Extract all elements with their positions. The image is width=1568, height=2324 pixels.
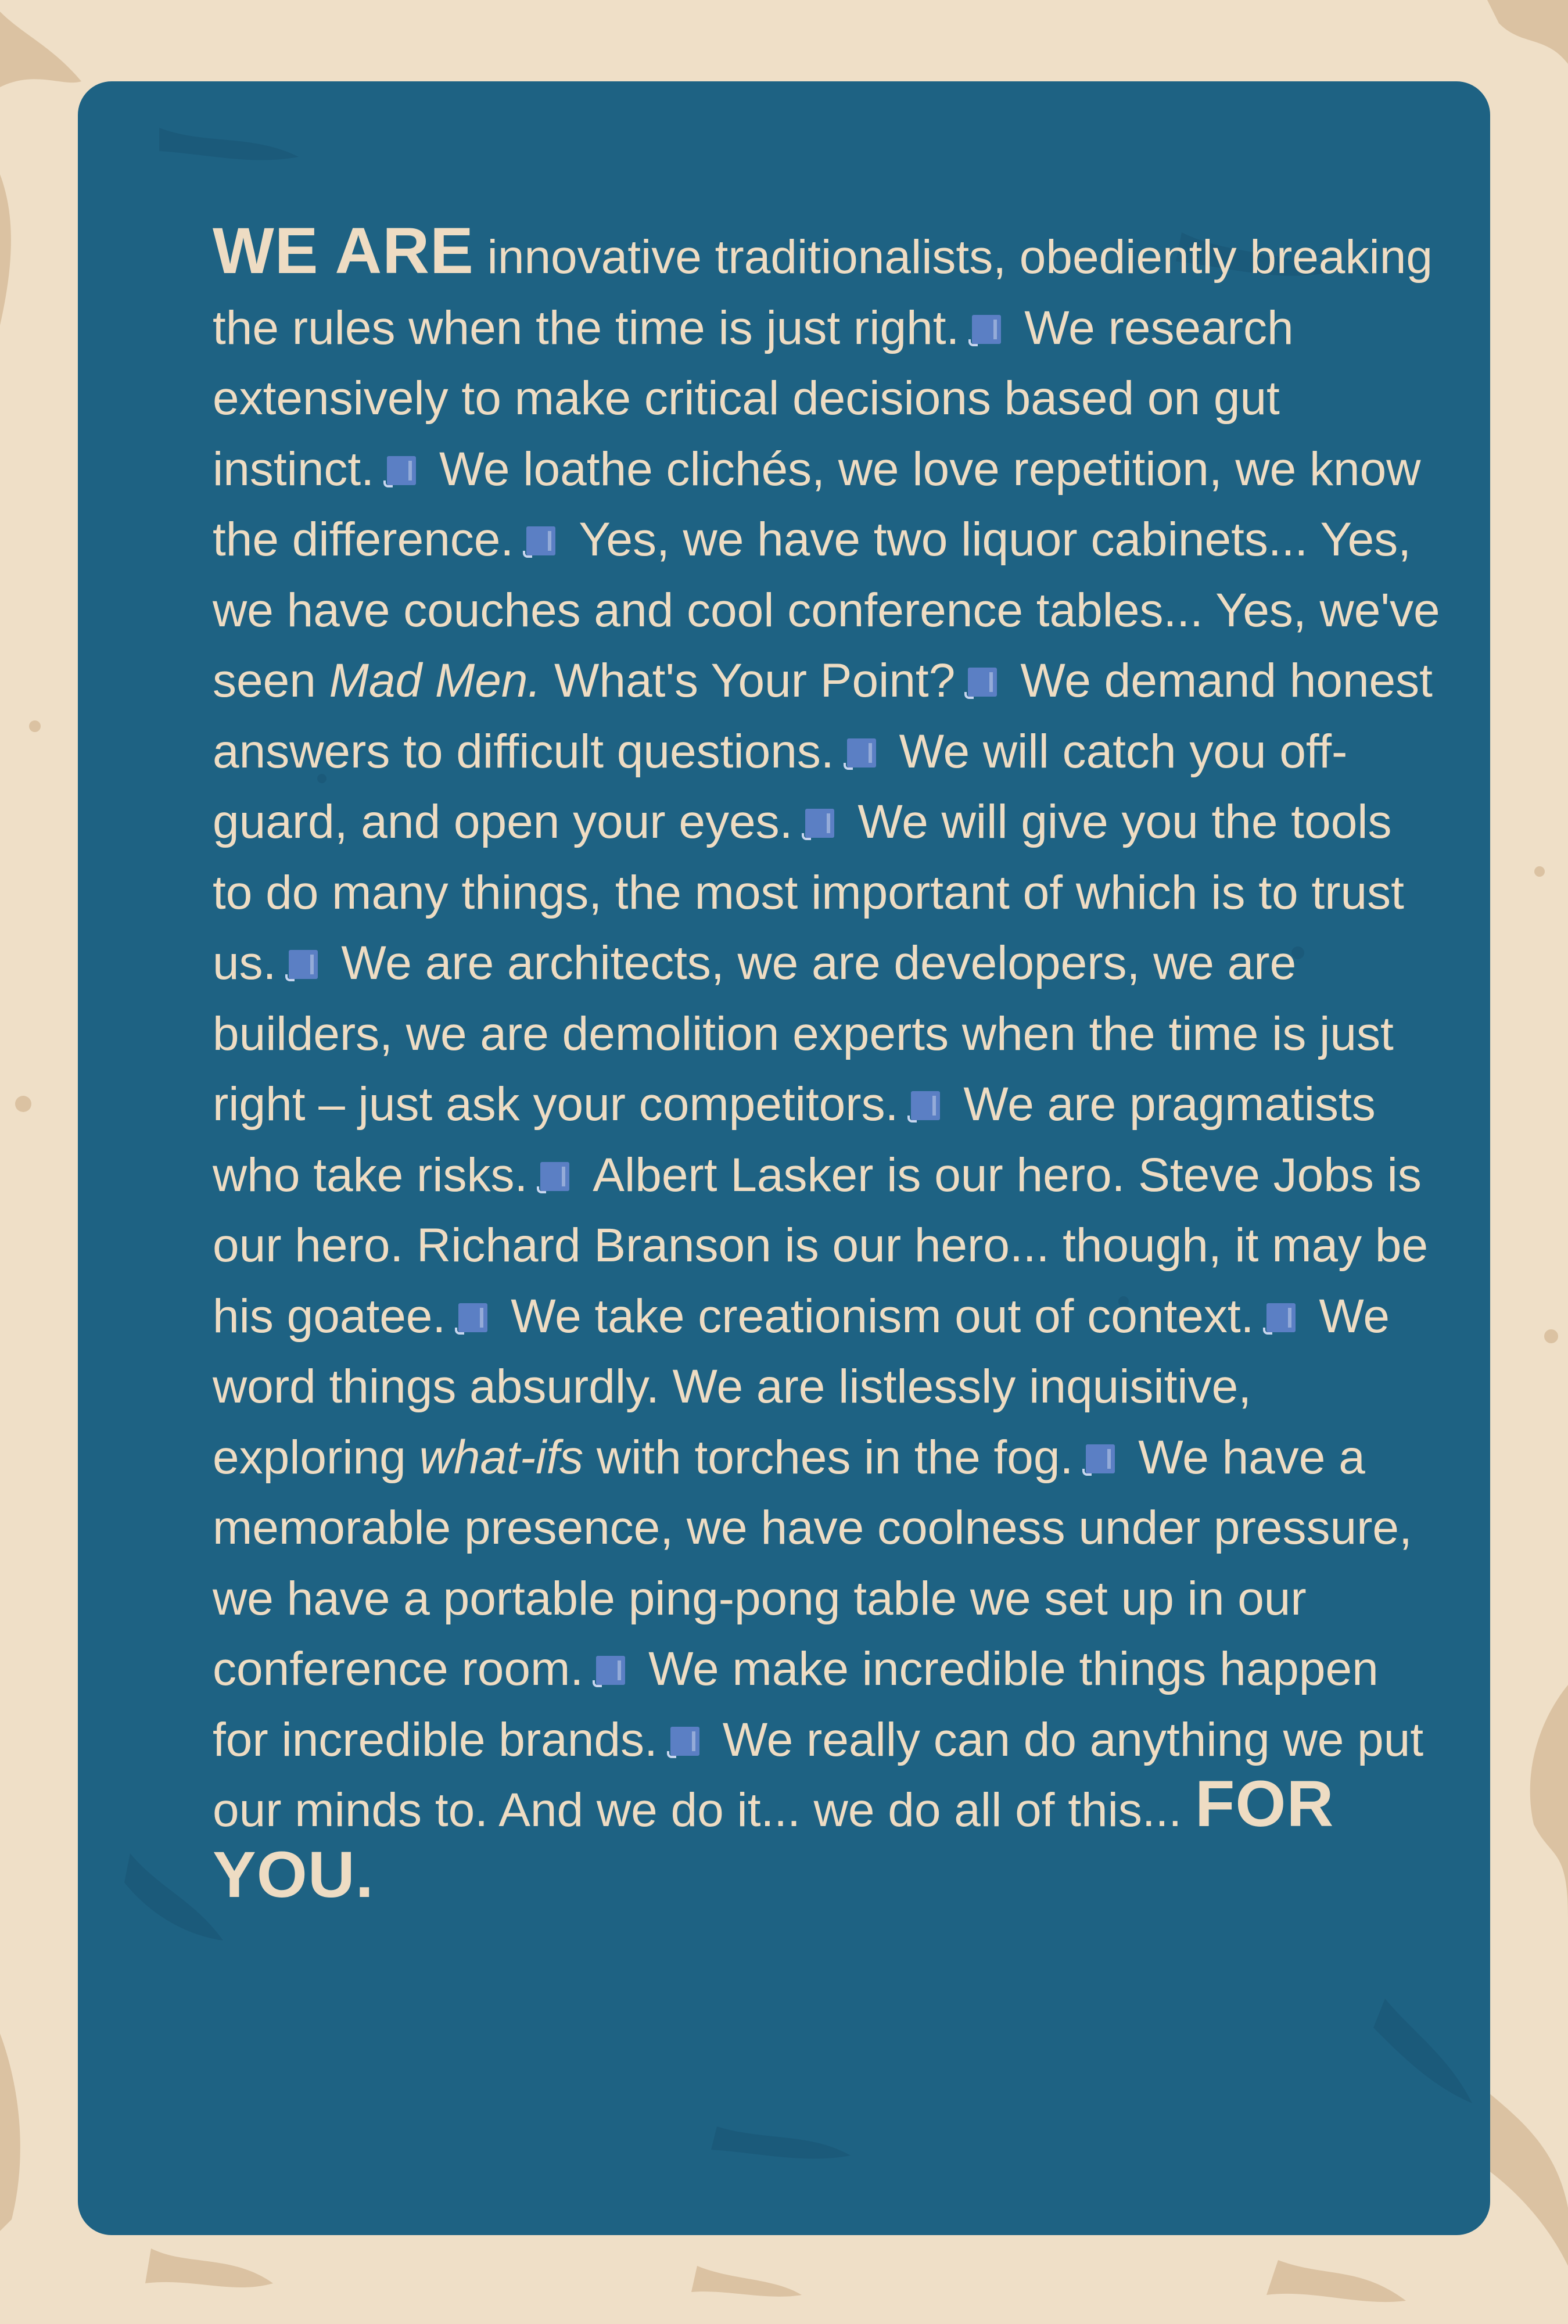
sentence-6: We will catch you off-guard, and open your eyes. [213,725,1348,848]
sentence-4: Yes, we have two liquor cabinets... Yes, we have couches and cool conference tables... Yes, we've seen [213,513,1440,707]
opening-headline: WE ARE [213,214,474,287]
blue-square-note-icon [596,1656,625,1685]
sentence-12-end: with torches in the fog. [583,1430,1074,1484]
blue-square-note-icon [911,1091,940,1120]
sentence-12-emphasis: what-ifs [419,1430,584,1484]
sentence-10: Albert Lasker is our hero. Steve Jobs is our hero. Richard Branson is our hero... though, it may be his goatee. [213,1148,1429,1343]
sentence-8: We are architects, we are developers, we are builders, we are demolition experts when the time is just right – just ask your competitors. [213,937,1394,1131]
sentence-14: We make incredible things happen for incredible brands. [213,1642,1379,1766]
sentence-13: We have a memorable presence, we have coolness under pressure, we have a portable ping-pong table we set up in our conference room. [213,1430,1412,1695]
sentence-4-end: What's Your Point? [541,654,956,707]
sentence-3: We loathe clichés, we love repetition, we know the difference. [213,442,1421,566]
blue-square-note-icon [670,1727,699,1756]
blue-square-note-icon [972,315,1001,344]
blue-square-note-icon [805,809,834,838]
sentence-5: We demand honest answers to difficult questions. [213,654,1433,778]
manifesto-text [213,214,1444,1916]
sentence-7: We will give you the tools to do many things, the most important of which is to trust us. [213,795,1404,989]
sentence-11: We take creationism out of context. [511,1289,1254,1343]
sentence-15: We really can do anything we put our minds to. And we do it... we do all of this... [213,1713,1424,1837]
blue-square-note-icon [387,456,416,485]
manifesto-card [78,81,1490,2235]
blue-square-note-icon [526,526,555,555]
sentence-9: We are pragmatists who take risks. [213,1078,1376,1202]
sentence-2: We research extensively to make critical decisions based on gut instinct. [213,301,1294,496]
blue-square-note-icon [458,1303,487,1332]
blue-square-note-icon [1266,1303,1296,1332]
blue-square-note-icon [847,738,876,768]
sentence-12: We word things absurdly. We are listlessly inquisitive, exploring [213,1289,1390,1484]
sentence-1: innovative traditionalists, obediently breaking the rules when the time is just right. [213,231,1433,354]
blue-square-note-icon [1086,1444,1115,1473]
sentence-4-emphasis: Mad Men. [329,654,541,707]
blue-square-note-icon [540,1162,569,1191]
closing-headline: FOR YOU. [213,1767,1334,1911]
blue-square-note-icon [968,668,997,697]
blue-square-note-icon [289,950,318,979]
